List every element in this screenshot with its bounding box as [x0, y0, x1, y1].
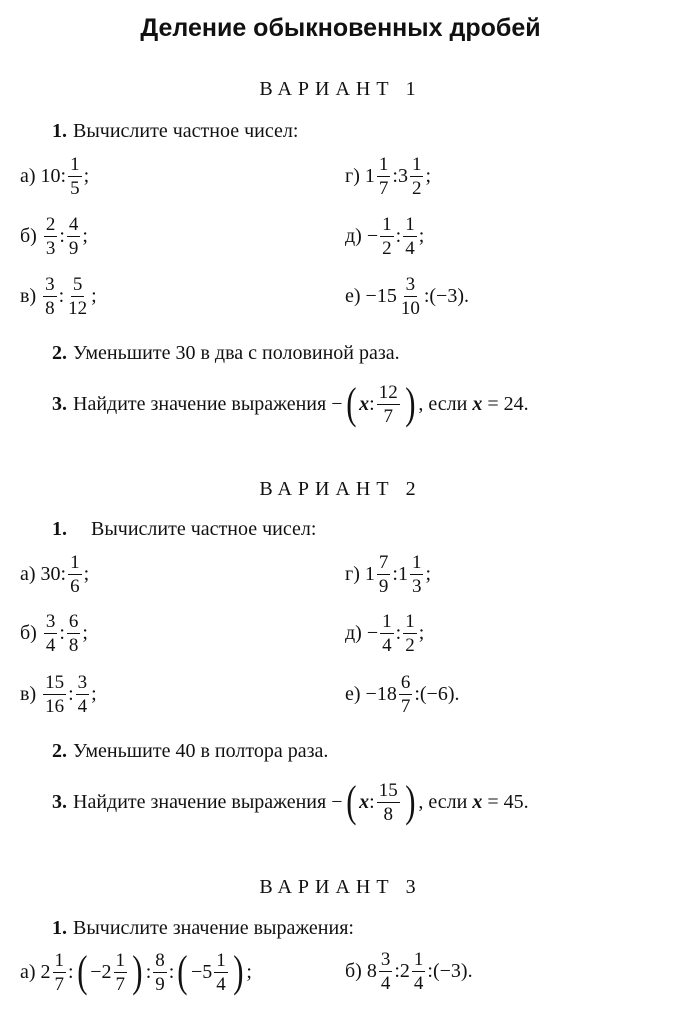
- task-text: Вычислите частное чисел:: [73, 120, 299, 142]
- divisor: (−3): [432, 960, 468, 982]
- item-label: е): [345, 285, 361, 307]
- item-label: д): [345, 622, 362, 644]
- minus-sign: −: [366, 225, 379, 247]
- task-number: 1.: [52, 917, 67, 939]
- operator: :: [145, 960, 152, 983]
- condition-value: = 24.: [482, 392, 529, 415]
- variant-3-heading: ВАРИАНТ 3: [259, 876, 422, 898]
- task-number: 3.: [52, 392, 67, 415]
- fraction: $\frac{6}{8}$: [68, 611, 79, 656]
- open-paren: (: [345, 379, 356, 428]
- fraction: $\frac{15}{8}$: [378, 779, 398, 825]
- v2-item-g: [345, 553, 431, 596]
- task-text: Найдите значение выражения: [73, 790, 327, 813]
- fraction: $\frac{3}{8}$: [45, 274, 55, 319]
- close-paren: ): [404, 777, 416, 826]
- v1-task-1: [52, 120, 298, 143]
- whole: 1: [397, 563, 408, 585]
- whole: 1: [364, 563, 375, 585]
- v1-item-b: [20, 215, 88, 258]
- v3-item-a: [20, 947, 252, 996]
- terminator: ;: [425, 563, 431, 585]
- whole: 2: [399, 960, 410, 982]
- v1-item-v: [20, 275, 97, 318]
- operator: :: [68, 683, 74, 705]
- page-title: Деление обыкновенных дробей: [140, 14, 541, 42]
- minus-sign: −: [366, 622, 379, 644]
- fraction: $\frac{1}{4}$: [382, 611, 392, 656]
- fraction: $\frac{1}{3}$: [411, 552, 422, 597]
- fraction: $\frac{2}{3}$: [45, 214, 56, 259]
- item-label: а): [20, 563, 36, 585]
- terminator: ;: [418, 225, 425, 247]
- item-label: е): [345, 683, 361, 705]
- minus-sign: −: [331, 392, 343, 415]
- item-label: а): [20, 165, 36, 187]
- v1-item-a: [20, 155, 89, 198]
- whole: 30: [40, 563, 61, 585]
- task-number: 1.: [52, 518, 67, 540]
- terminator: .: [467, 960, 473, 982]
- variable-x: x: [472, 392, 483, 415]
- fraction: $\frac{7}{9}$: [378, 552, 389, 597]
- item-label: а): [20, 960, 36, 983]
- v2-item-v: [20, 673, 97, 716]
- whole: −2: [90, 960, 112, 983]
- v1-task-2: [52, 342, 400, 365]
- fraction: $\frac{1}{7}$: [54, 949, 65, 995]
- v1-item-e: [345, 275, 469, 318]
- fraction: $\frac{3}{4}$: [77, 672, 88, 717]
- whole: 10: [40, 165, 61, 187]
- v3-item-b: [345, 950, 473, 993]
- fraction: $\frac{6}{7}$: [400, 672, 411, 717]
- task-number: 2.: [52, 342, 67, 364]
- variable-x: x: [472, 790, 483, 813]
- task-text: Найдите значение выражения: [73, 392, 327, 415]
- operator: :: [392, 165, 398, 187]
- item-label: д): [345, 225, 362, 247]
- condition-prefix: , если: [418, 790, 473, 813]
- whole: −18: [365, 683, 397, 705]
- terminator: ;: [91, 683, 97, 705]
- operator: :: [60, 165, 67, 187]
- fraction: $\frac{1}{2}$: [382, 214, 392, 259]
- v2-task-2: [52, 740, 328, 763]
- terminator: ;: [425, 165, 431, 187]
- item-label: г): [345, 165, 360, 187]
- close-paren: ): [132, 947, 143, 996]
- task-number: 2.: [52, 740, 67, 762]
- divisor: (−6): [419, 683, 455, 705]
- operator: :: [59, 225, 65, 247]
- operator: :: [423, 285, 430, 307]
- close-paren: ): [232, 947, 244, 996]
- fraction: $\frac{4}{9}$: [68, 214, 79, 259]
- operator: :: [60, 563, 67, 585]
- terminator: ;: [83, 563, 90, 585]
- terminator: ;: [82, 225, 88, 247]
- whole: −15: [365, 285, 397, 307]
- terminator: .: [464, 285, 469, 307]
- fraction: $\frac{1}{2}$: [411, 154, 422, 199]
- open-paren: (: [177, 947, 188, 996]
- fraction: $\frac{15}{16}$: [45, 672, 65, 717]
- divisor: (−3): [429, 285, 464, 307]
- terminator: ;: [418, 622, 425, 644]
- variable-x: x: [359, 392, 370, 415]
- v1-item-g: [345, 155, 431, 198]
- operator: :: [394, 960, 400, 982]
- variant-1-heading: ВАРИАНТ 1: [259, 78, 422, 100]
- terminator: ;: [83, 165, 90, 187]
- fraction: $\frac{1}{5}$: [70, 154, 80, 199]
- item-label: в): [20, 285, 37, 307]
- fraction: $\frac{1}{4}$: [216, 949, 226, 995]
- operator: :: [369, 790, 375, 813]
- fraction: $\frac{1}{2}$: [405, 611, 415, 656]
- operator: :: [427, 960, 433, 982]
- whole: 8: [366, 960, 377, 982]
- v3-task-1: [52, 917, 354, 940]
- operator: :: [395, 622, 402, 644]
- terminator: .: [454, 683, 460, 705]
- fraction: $\frac{12}{7}$: [378, 381, 398, 427]
- terminator: ;: [246, 960, 252, 983]
- v2-item-d: [345, 612, 424, 655]
- task-text: Вычислите частное чисел:: [91, 518, 317, 540]
- operator: :: [58, 285, 65, 307]
- fraction: $\frac{3}{10}$: [400, 274, 420, 319]
- operator: :: [395, 225, 402, 247]
- whole: 1: [364, 165, 375, 187]
- v1-item-d: [345, 215, 424, 258]
- v2-task-1: [52, 518, 316, 541]
- fraction: $\frac{1}{4}$: [405, 214, 415, 259]
- task-number: 1.: [52, 120, 67, 142]
- item-label: б): [20, 622, 37, 644]
- v2-item-a: [20, 553, 89, 596]
- fraction: $\frac{1}{4}$: [413, 949, 424, 994]
- terminator: ;: [82, 622, 88, 644]
- operator: :: [68, 960, 74, 983]
- variable-x: x: [359, 790, 370, 813]
- v1-task-3: [52, 379, 529, 428]
- item-label: г): [345, 563, 360, 585]
- condition-prefix: , если: [418, 392, 473, 415]
- fraction: $\frac{3}{4}$: [45, 611, 56, 656]
- task-text: Уменьшите 40 в полтора раза.: [73, 740, 329, 762]
- task-number: 3.: [52, 790, 67, 813]
- operator: :: [168, 960, 175, 983]
- fraction: $\frac{3}{4}$: [380, 949, 391, 994]
- fraction: $\frac{5}{12}$: [68, 274, 88, 319]
- whole: −5: [190, 960, 213, 983]
- operator: :: [59, 622, 65, 644]
- operator: :: [392, 563, 398, 585]
- open-paren: (: [345, 777, 356, 826]
- v2-item-b: [20, 612, 88, 655]
- task-text: Уменьшите 30 в два с половиной раза.: [73, 342, 400, 364]
- item-label: б): [345, 960, 362, 982]
- condition-value: = 45.: [482, 790, 529, 813]
- operator: :: [414, 683, 420, 705]
- item-label: в): [20, 683, 37, 705]
- minus-sign: −: [331, 790, 343, 813]
- task-text: Вычислите значение выражения:: [73, 917, 354, 939]
- fraction: $\frac{1}{6}$: [70, 552, 80, 597]
- v2-task-3: [52, 777, 529, 826]
- operator: :: [369, 392, 375, 415]
- fraction: $\frac{1}{7}$: [378, 154, 389, 199]
- fraction: $\frac{1}{7}$: [115, 949, 126, 995]
- v2-item-e: [345, 673, 460, 716]
- item-label: б): [20, 225, 37, 247]
- open-paren: (: [76, 947, 88, 996]
- close-paren: ): [404, 379, 416, 428]
- variant-2-heading: ВАРИАНТ 2: [259, 478, 422, 500]
- whole: 2: [40, 960, 51, 983]
- whole: 3: [397, 165, 408, 187]
- fraction: $\frac{8}{9}$: [155, 949, 165, 995]
- terminator: ;: [91, 285, 97, 307]
